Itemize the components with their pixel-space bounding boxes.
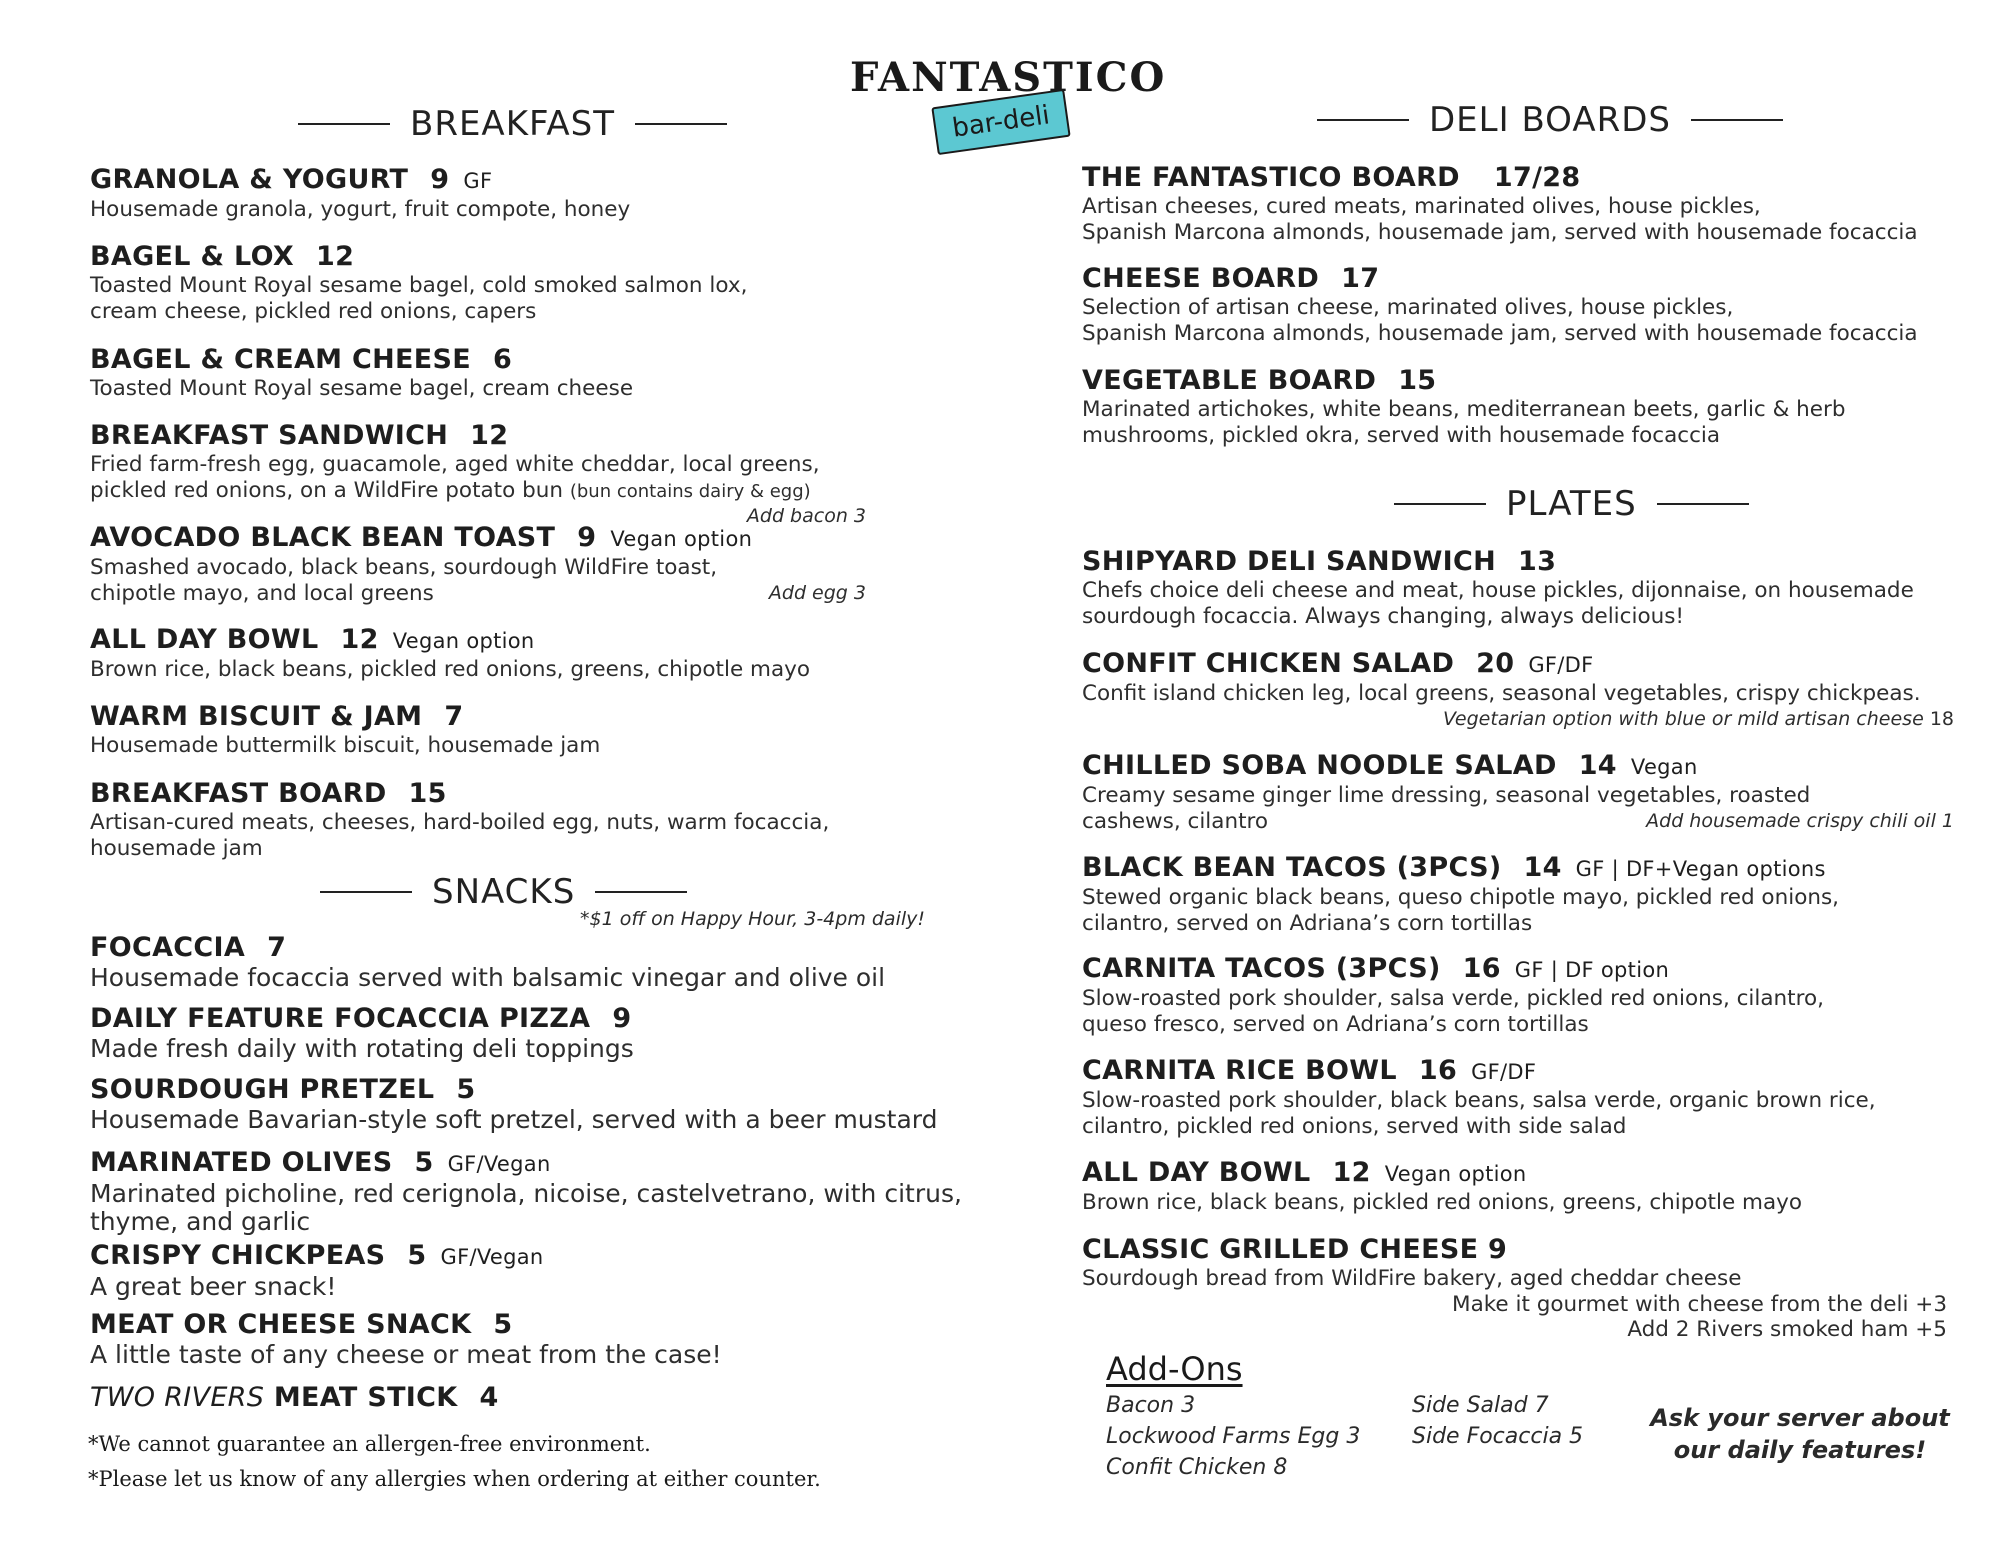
logo (850, 54, 1167, 164)
daily-features-line: Ask your server about (1650, 1404, 1950, 1432)
menu-item (1082, 546, 1962, 629)
item-price: 12 (315, 241, 355, 272)
item-desc: thyme, and garlic (90, 1207, 311, 1236)
snacks-heading (300, 872, 707, 912)
item-desc: Confit island chicken leg, local greens, seasonal vegetables, crispy chickpeas. (1082, 681, 1921, 706)
item-name: ALL DAY BOWL (90, 624, 319, 655)
item-price: 13 (1518, 546, 1557, 577)
item-price: 4 (479, 1382, 499, 1413)
item-price: 15 (1398, 365, 1437, 396)
deli-boards-heading (1297, 100, 1803, 140)
item-extra: Add 2 Rivers smoked ham +5 (1627, 1317, 1947, 1342)
item-price: 5 (414, 1147, 434, 1178)
item-price: 5 (407, 1240, 427, 1271)
item-tag: Vegan option (392, 629, 535, 653)
item-tag: Vegan (1630, 755, 1698, 779)
item-tag: GF | DF+Vegan options (1575, 857, 1826, 881)
item-price: 12 (340, 624, 379, 655)
item-name: CHILLED SOBA NOODLE SALAD (1082, 750, 1557, 781)
item-name: THE FANTASTICO BOARD (1082, 162, 1460, 193)
menu-item (90, 1382, 960, 1414)
item-desc: Brown rice, black beans, pickled red onions, greens, chipotle mayo (1082, 1190, 1802, 1215)
item-price: 15 (408, 778, 447, 809)
menu-item (90, 1003, 960, 1063)
menu-item (90, 241, 960, 324)
heading-rule (1691, 119, 1783, 121)
heading-rule (1657, 503, 1749, 505)
item-name: MEAT OR CHEESE SNACK (90, 1309, 472, 1340)
menu-item (90, 932, 960, 992)
item-tag: GF | DF option (1514, 958, 1670, 982)
item-name: BLACK BEAN TACOS (3PCS) (1082, 852, 1502, 883)
heading-rule (635, 123, 727, 125)
daily-features-line: our daily features! (1673, 1436, 1927, 1464)
item-desc: Fried farm-fresh egg, guacamole, aged white cheddar, local greens, (90, 452, 820, 477)
item-desc: Smashed avocado, black beans, sourdough WildFire toast, (90, 555, 718, 580)
item-name: BAGEL & LOX (90, 241, 294, 272)
heading-rule (320, 891, 412, 893)
heading-rule (1317, 119, 1409, 121)
item-price: 12 (1332, 1157, 1371, 1188)
logo-name: FANTASTICO (850, 54, 1167, 101)
item-price: 7 (444, 701, 464, 732)
menu-item (1082, 648, 1962, 731)
item-price: 5 (456, 1074, 476, 1105)
item-desc: Spanish Marcona almonds, housemade jam, served with housemade focaccia (1082, 320, 1918, 346)
item-name: FOCACCIA (90, 932, 246, 963)
item-desc: chipotle mayo, and local greens (90, 580, 434, 606)
item-price: 9 (1488, 1234, 1508, 1265)
menu-item (90, 778, 960, 861)
item-desc: Artisan cheeses, cured meats, marinated olives, house pickles, (1082, 194, 1761, 219)
item-desc-note: (bun contains dairy & egg) (569, 480, 811, 502)
item-price: 14 (1523, 852, 1562, 883)
item-tag: Vegan option (610, 527, 753, 551)
menu-item (1082, 162, 1962, 245)
item-desc: queso fresco, served on Adriana’s corn tortillas (1082, 1011, 1589, 1037)
item-price: 7 (267, 932, 287, 963)
addon-item: Lockwood Farms Egg 3 (1106, 1424, 1361, 1449)
menu-item (90, 420, 960, 528)
item-name: CARNITA RICE BOWL (1082, 1055, 1397, 1086)
menu-item (90, 1240, 960, 1301)
item-desc: Stewed organic black beans, queso chipotle mayo, pickled red onions, (1082, 885, 1840, 910)
item-extra: Make it gourmet with cheese from the deli +3 (1452, 1291, 1947, 1317)
addon-item: Bacon 3 (1106, 1393, 1196, 1418)
happy-hour-note: *$1 off on Happy Hour, 3-4pm daily! (580, 908, 925, 930)
item-desc: cilantro, served on Adriana’s corn tortillas (1082, 910, 1533, 936)
heading-text: DELI BOARDS (1429, 100, 1671, 140)
menu-item (90, 1147, 960, 1236)
item-desc: Toasted Mount Royal sesame bagel, cream cheese (90, 376, 634, 401)
item-price: 9 (577, 522, 597, 553)
item-name: CARNITA TACOS (3PCS) (1082, 953, 1441, 984)
item-desc: Spanish Marcona almonds, housemade jam, served with housemade focaccia (1082, 219, 1918, 245)
item-desc: Creamy sesame ginger lime dressing, seasonal vegetables, roasted (1082, 783, 1811, 808)
item-tag: Vegan option (1384, 1162, 1527, 1186)
item-name: GRANOLA & YOGURT (90, 164, 409, 195)
heading-text: PLATES (1506, 484, 1637, 524)
item-desc: Housemade focaccia served with balsamic vinegar and olive oil (90, 963, 886, 992)
menu-item (1082, 1157, 1962, 1216)
item-desc: A great beer snack! (90, 1272, 337, 1301)
heading-rule (595, 891, 687, 893)
item-desc: Slow-roasted pork shoulder, salsa verde, pickled red onions, cilantro, (1082, 986, 1824, 1011)
breakfast-heading (278, 104, 747, 144)
item-price: 9 (430, 164, 450, 195)
item-name: CRISPY CHICKPEAS (90, 1240, 386, 1271)
item-desc: mushrooms, pickled okra, served with housemade focaccia (1082, 422, 1721, 448)
item-name: ALL DAY BOWL (1082, 1157, 1311, 1188)
menu-item (1082, 365, 1962, 448)
item-addon-note: Add bacon 3 (746, 505, 866, 527)
item-desc: Housemade buttermilk biscuit, housemade jam (90, 733, 601, 758)
item-name: SHIPYARD DELI SANDWICH (1082, 546, 1497, 577)
addons-title: Add-Ons (1106, 1350, 1243, 1388)
item-name: WARM BISCUIT & JAM (90, 701, 423, 732)
item-desc: cilantro, pickled red onions, served with side salad (1082, 1113, 1627, 1139)
menu-item (90, 1074, 960, 1134)
item-name: DAILY FEATURE FOCACCIA PIZZA (90, 1003, 591, 1034)
menu-item (90, 344, 960, 402)
logo-badge: bar-deli (931, 89, 1070, 155)
item-desc: Selection of artisan cheese, marinated olives, house pickles, (1082, 295, 1734, 320)
item-price: 20 (1476, 648, 1515, 679)
item-name: BREAKFAST BOARD (90, 778, 387, 809)
item-desc: cream cheese, pickled red onions, capers (90, 298, 537, 324)
menu-item (90, 522, 960, 606)
addon-item: Side Salad 7 (1412, 1393, 1549, 1418)
item-brand: TWO RIVERS (90, 1382, 265, 1413)
item-desc: Housemade Bavarian-style soft pretzel, served with a beer mustard (90, 1105, 938, 1134)
menu-item (1082, 750, 1962, 834)
item-name: CLASSIC GRILLED CHEESE (1082, 1234, 1479, 1265)
item-name: AVOCADO BLACK BEAN TOAST (90, 522, 556, 553)
item-desc: housemade jam (90, 835, 263, 861)
allergy-note: *Please let us know of any allergies when ordering at either counter. (88, 1467, 821, 1491)
item-price: 6 (493, 344, 513, 375)
item-name: SOURDOUGH PRETZEL (90, 1074, 435, 1105)
item-name: VEGETABLE BOARD (1082, 365, 1377, 396)
item-desc: Slow-roasted pork shoulder, black beans, salsa verde, organic brown rice, (1082, 1088, 1876, 1113)
item-desc: Marinated picholine, red cerignola, nicoise, castelvetrano, with citrus, (90, 1179, 962, 1208)
item-price: 16 (1418, 1055, 1458, 1086)
menu-item (90, 1309, 960, 1369)
item-name: BREAKFAST SANDWICH (90, 420, 449, 451)
menu-item (1082, 1234, 1962, 1343)
item-addon-note: Add egg 3 (768, 581, 866, 604)
heading-rule (1394, 503, 1486, 505)
addon-item: Side Focaccia 5 (1412, 1424, 1584, 1449)
item-desc: pickled red onions, on a WildFire potato bun (90, 477, 563, 503)
item-addon-note: Vegetarian option with blue or mild artisan cheese (1443, 707, 1924, 730)
item-name: MARINATED OLIVES (90, 1147, 393, 1178)
item-desc: sourdough focaccia. Always changing, always delicious! (1082, 603, 1685, 629)
item-price: 14 (1578, 750, 1617, 781)
menu-item (90, 624, 960, 683)
item-desc: A little taste of any cheese or meat from the case! (90, 1340, 722, 1369)
daily-features-note (1650, 1402, 1950, 1466)
item-desc: Marinated artichokes, white beans, mediterranean beets, garlic & herb (1082, 397, 1846, 422)
item-addon-price: 18 (1929, 707, 1954, 730)
heading-rule (298, 123, 390, 125)
item-tag: GF/Vegan (440, 1245, 544, 1269)
item-price: 12 (470, 420, 509, 451)
allergy-note: *We cannot guarantee an allergen-free environment. (88, 1432, 651, 1456)
item-name: CONFIT CHICKEN SALAD (1082, 648, 1455, 679)
item-desc: Brown rice, black beans, pickled red onions, greens, chipotle mayo (90, 657, 810, 682)
item-tag: GF/DF (1471, 1060, 1537, 1084)
item-desc: cashews, cilantro (1082, 808, 1269, 834)
item-price: 16 (1462, 953, 1501, 984)
item-name: MEAT STICK (273, 1382, 458, 1413)
menu-item (90, 701, 960, 759)
item-tag: GF/Vegan (447, 1152, 551, 1176)
item-tag: GF (463, 169, 493, 193)
item-desc: Housemade granola, yogurt, fruit compote, honey (90, 197, 631, 222)
menu-item (1082, 263, 1962, 346)
item-tag: GF/DF (1528, 653, 1594, 677)
heading-text: SNACKS (432, 872, 576, 912)
item-price: 17/28 (1493, 162, 1581, 193)
item-price: 5 (493, 1309, 513, 1340)
item-price: 9 (612, 1003, 632, 1034)
item-addon-note: Add housemade crispy chili oil 1 (1646, 809, 1954, 832)
plates-heading (1374, 484, 1769, 524)
addon-item: Confit Chicken 8 (1106, 1455, 1288, 1480)
item-name: CHEESE BOARD (1082, 263, 1320, 294)
menu-item (90, 164, 960, 223)
item-desc: Toasted Mount Royal sesame bagel, cold smoked salmon lox, (90, 273, 748, 298)
heading-text: BREAKFAST (410, 104, 616, 144)
item-desc: Chefs choice deli cheese and meat, house pickles, dijonnaise, on housemade (1082, 578, 1914, 603)
item-desc: Artisan-cured meats, cheeses, hard-boiled egg, nuts, warm focaccia, (90, 810, 830, 835)
menu-item (1082, 1055, 1962, 1139)
menu-item (1082, 953, 1962, 1037)
item-price: 17 (1341, 263, 1380, 294)
item-desc: Sourdough bread from WildFire bakery, aged cheddar cheese (1082, 1266, 1742, 1291)
menu-item (1082, 852, 1962, 936)
item-name: BAGEL & CREAM CHEESE (90, 344, 472, 375)
item-desc: Made fresh daily with rotating deli toppings (90, 1034, 634, 1063)
